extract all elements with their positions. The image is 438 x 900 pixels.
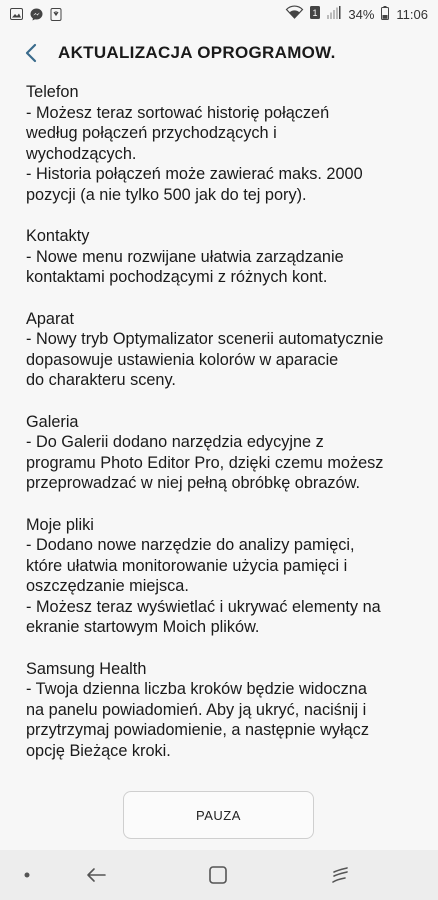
section-line: wychodzących. xyxy=(26,144,137,163)
section-line: przytrzymaj powiadomienie, a następnie wyłącz xyxy=(26,721,369,739)
dot-icon[interactable] xyxy=(22,870,32,880)
section-title: Kontakty xyxy=(26,227,90,245)
section-line: - Do Galerii dodano narzędzia edycyjne z xyxy=(26,433,324,451)
section-line: - Twoja dzienna liczba kroków będzie widoczna xyxy=(26,680,367,698)
section-kontakty xyxy=(26,226,412,288)
section-line: - Historia połączeń może zawierać maks. 2000 xyxy=(26,165,363,183)
chevron-left-icon xyxy=(25,43,37,63)
section-title: Samsung Health xyxy=(26,659,147,678)
clock: 11:06 xyxy=(396,6,428,22)
signal-icon xyxy=(327,6,341,22)
navigation-bar xyxy=(0,850,438,900)
sim-1-icon xyxy=(310,6,320,22)
section-line: programu Photo Editor Pro, dzięki czemu możesz xyxy=(26,453,384,472)
section-line: - Dodano nowe narzędzie do analizy pamięci, xyxy=(26,536,355,554)
section-telefon xyxy=(26,82,412,205)
wifi-icon xyxy=(286,6,303,22)
back-arrow-icon[interactable] xyxy=(84,863,108,887)
section-line: - Nowy tryb Optymalizator scenerii automatycznie xyxy=(26,330,384,348)
section-samsung-health xyxy=(26,659,412,762)
messenger-icon xyxy=(30,8,43,20)
section-line: opcję Bieżące kroki. xyxy=(26,741,171,760)
app-header xyxy=(0,28,438,78)
section-moje-pliki xyxy=(26,515,412,638)
section-line: na panelu powiadomień. Aby ją ukryć, naciśnij i xyxy=(26,700,367,719)
back-button[interactable] xyxy=(20,42,42,64)
section-line: według połączeń przychodzących i xyxy=(26,124,277,142)
section-line: - Nowe menu rozwijane ułatwia zarządzanie xyxy=(26,247,344,266)
battery-percent: 34% xyxy=(348,6,375,22)
section-aparat xyxy=(26,309,412,391)
home-icon[interactable] xyxy=(207,864,229,886)
section-line: - Możesz teraz sortować historię połączeń xyxy=(26,103,330,122)
section-line: dopasowuje ustawienia kolorów w aparacie xyxy=(26,350,339,369)
section-title: Aparat xyxy=(26,309,74,328)
section-line: - Możesz teraz wyświetlać i ukrywać elementy na xyxy=(26,597,381,616)
section-line: do charakteru sceny. xyxy=(26,371,176,389)
section-line: kontaktami pochodzącymi z różnych kont. xyxy=(26,268,328,286)
section-line: pozycji (a nie tylko 500 jak do tej pory). xyxy=(26,185,307,204)
phone-save-icon xyxy=(50,8,63,20)
section-title: Moje pliki xyxy=(26,515,94,534)
section-line: ekranie startowym Moich plików. xyxy=(26,618,260,636)
release-notes-content[interactable] xyxy=(0,78,438,778)
gallery-icon xyxy=(10,8,23,20)
pause-button[interactable]: PAUZA xyxy=(123,791,314,839)
status-bar xyxy=(0,0,438,28)
page-title: AKTUALIZACJA OPROGRAMOW. xyxy=(58,43,336,62)
section-line: przeprowadzać w niej pełną obróbkę obrazów. xyxy=(26,474,360,492)
svg-text:1: 1 xyxy=(312,8,318,18)
battery-icon xyxy=(381,6,389,23)
section-title: Galeria xyxy=(26,412,79,431)
section-title: Telefon xyxy=(26,83,79,101)
status-left xyxy=(10,8,63,20)
section-galeria xyxy=(26,412,412,494)
recents-icon[interactable] xyxy=(328,863,352,887)
status-right xyxy=(286,6,428,23)
section-line: oszczędzanie miejsca. xyxy=(26,577,189,595)
section-line: które ułatwia monitorowanie użycia pamięci i xyxy=(26,556,348,575)
